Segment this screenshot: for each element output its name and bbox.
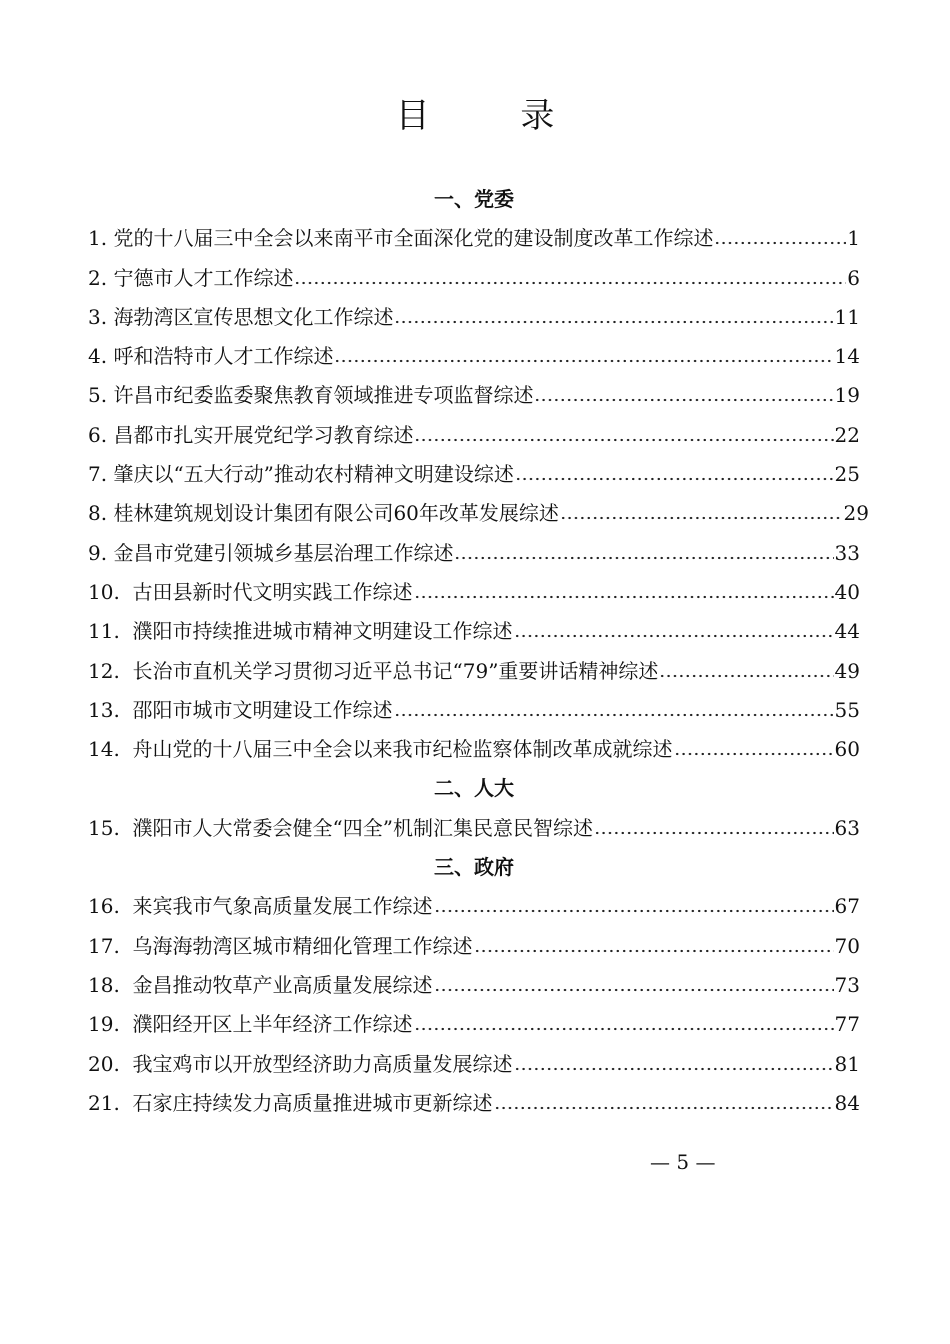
section-heading: 三、政府 [434,855,514,880]
entry-title: 党的十八届三中全会以来南平市全面深化党的建设制度改革工作综述 [113,226,714,251]
entry-page-number: 22 [834,422,860,447]
entry-number: 3. [88,304,108,329]
spacer [120,730,133,769]
entry-page-number: 81 [834,1051,860,1076]
entry-number: 2. [88,265,108,290]
entry-number: 8. [88,501,108,526]
entry-number: 16. [88,894,120,919]
dot-leader [714,241,846,245]
entry-number: 18. [88,972,120,997]
spacer [120,612,133,651]
toc-entry[interactable] [88,534,860,573]
toc-entry[interactable] [88,219,860,258]
entry-title: 长治市直机关学习贯彻习近平总书记“79”重要讲话精神综述 [132,658,659,683]
entry-page-number: 6 [847,265,860,290]
entry-number: 15. [88,815,120,840]
dot-leader [394,713,834,717]
entry-page-number: 49 [834,658,860,683]
entry-page-number: 55 [834,697,860,722]
toc-entry[interactable] [88,298,860,337]
entry-number: 7. [88,462,108,487]
toc-entry[interactable] [88,730,860,769]
toc-entry[interactable] [88,652,860,691]
dot-leader [434,988,834,992]
entry-number: 9. [88,540,108,565]
page-title: 目 录 [395,96,595,136]
entry-page-number: 11 [834,304,860,329]
table-of-contents [88,180,869,1123]
entry-title: 濮阳市持续推进城市精神文明建设工作综述 [132,619,513,644]
entry-title: 许昌市纪委监委聚焦教育领域推进专项监督综述 [113,383,534,408]
entry-number: 20. [88,1051,120,1076]
entry-number: 21. [88,1090,120,1115]
entry-page-number: 77 [834,1012,860,1037]
dot-leader [494,1106,834,1110]
entry-title: 石家庄持续发力高质量推进城市更新综述 [132,1090,493,1115]
toc-entry[interactable] [88,259,860,298]
entry-page-number: 67 [834,894,860,919]
entry-page-number: 63 [834,815,860,840]
entry-title: 舟山党的十八届三中全会以来我市纪检监察体制改革成就综述 [132,737,673,762]
dot-leader [414,595,834,599]
dot-leader [454,556,833,560]
spacer [120,691,133,730]
entry-number: 13. [88,697,120,722]
toc-entry[interactable] [88,1045,860,1084]
toc-entry[interactable] [88,966,860,1005]
entry-number: 10. [88,579,120,604]
entry-number: 12. [88,658,120,683]
dot-leader [514,1067,834,1071]
toc-entry[interactable] [88,612,860,651]
dot-leader [414,438,833,442]
entry-number: 19. [88,1012,120,1037]
toc-entry[interactable] [88,573,860,612]
dot-leader [534,398,833,402]
dot-leader [434,909,834,913]
toc-entry[interactable] [88,337,860,376]
entry-title: 昌都市扎实开展党纪学习教育综述 [113,422,414,447]
entry-title: 呼和浩特市人才工作综述 [113,344,334,369]
entry-number: 14. [88,737,120,762]
entry-title: 金昌推动牧草产业高质量发展综述 [132,972,433,997]
entry-page-number: 14 [834,344,860,369]
entry-number: 17. [88,933,120,958]
section-heading: 二、人大 [434,776,514,801]
spacer [120,809,133,848]
entry-page-number: 70 [834,933,860,958]
dot-leader [394,320,833,324]
toc-entry[interactable] [88,416,860,455]
entry-title: 乌海海勃湾区城市精细化管理工作综述 [132,933,473,958]
section-heading: 一、党委 [434,187,514,211]
toc-entry[interactable] [88,887,860,926]
entry-page-number: 60 [834,737,860,762]
entry-title: 金昌市党建引领城乡基层治理工作综述 [113,540,454,565]
toc-entry[interactable] [88,376,860,415]
dot-leader [515,477,834,481]
entry-number: 11. [88,619,120,644]
spacer [120,1084,133,1123]
spacer [120,966,133,1005]
entry-page-number: 33 [834,540,860,565]
page-number: — 5 — [650,1150,716,1174]
dot-leader [294,281,846,285]
entry-title: 桂林建筑规划设计集团有限公司60年改革发展综述 [113,501,559,526]
spacer [120,652,133,691]
entry-title: 邵阳市城市文明建设工作综述 [132,697,393,722]
dot-leader [659,674,833,678]
entry-page-number: 1 [847,226,860,251]
toc-entry[interactable] [88,455,860,494]
dot-leader [674,752,834,756]
toc-entry[interactable] [88,809,860,848]
spacer [120,887,133,926]
toc-entry[interactable] [88,494,869,533]
entry-number: 6. [88,422,108,447]
entry-page-number: 29 [843,501,869,526]
spacer [120,1005,133,1044]
toc-entry[interactable] [88,691,860,730]
dot-leader [334,359,833,363]
toc-entry[interactable] [88,927,860,966]
spacer [120,573,133,612]
spacer [120,927,133,966]
entry-title: 我宝鸡市以开放型经济助力高质量发展综述 [132,1051,513,1076]
entry-page-number: 40 [834,579,860,604]
entry-title: 濮阳市人大常委会健全“四全”机制汇集民意民智综述 [132,815,593,840]
entry-number: 4. [88,344,108,369]
toc-entry[interactable] [88,1005,860,1044]
entry-title: 来宾我市气象高质量发展工作综述 [132,894,433,919]
spacer [120,1045,133,1084]
toc-entry[interactable] [88,1084,860,1123]
entry-title: 古田县新时代文明实践工作综述 [132,579,413,604]
dot-leader [560,516,843,520]
dot-leader [414,1027,834,1031]
entry-page-number: 25 [834,462,860,487]
dot-leader [594,831,834,835]
entry-number: 5. [88,383,108,408]
entry-page-number: 19 [834,383,860,408]
entry-page-number: 73 [834,972,860,997]
entry-number: 1. [88,226,108,251]
entry-title: 宁德市人才工作综述 [113,265,294,290]
entry-title: 肇庆以“五大行动”推动农村精神文明建设综述 [113,462,514,487]
entry-page-number: 44 [834,619,860,644]
dot-leader [514,634,834,638]
dot-leader [474,949,834,953]
entry-title: 濮阳经开区上半年经济工作综述 [132,1012,413,1037]
entry-title: 海勃湾区宣传思想文化工作综述 [113,304,394,329]
entry-page-number: 84 [834,1090,860,1115]
